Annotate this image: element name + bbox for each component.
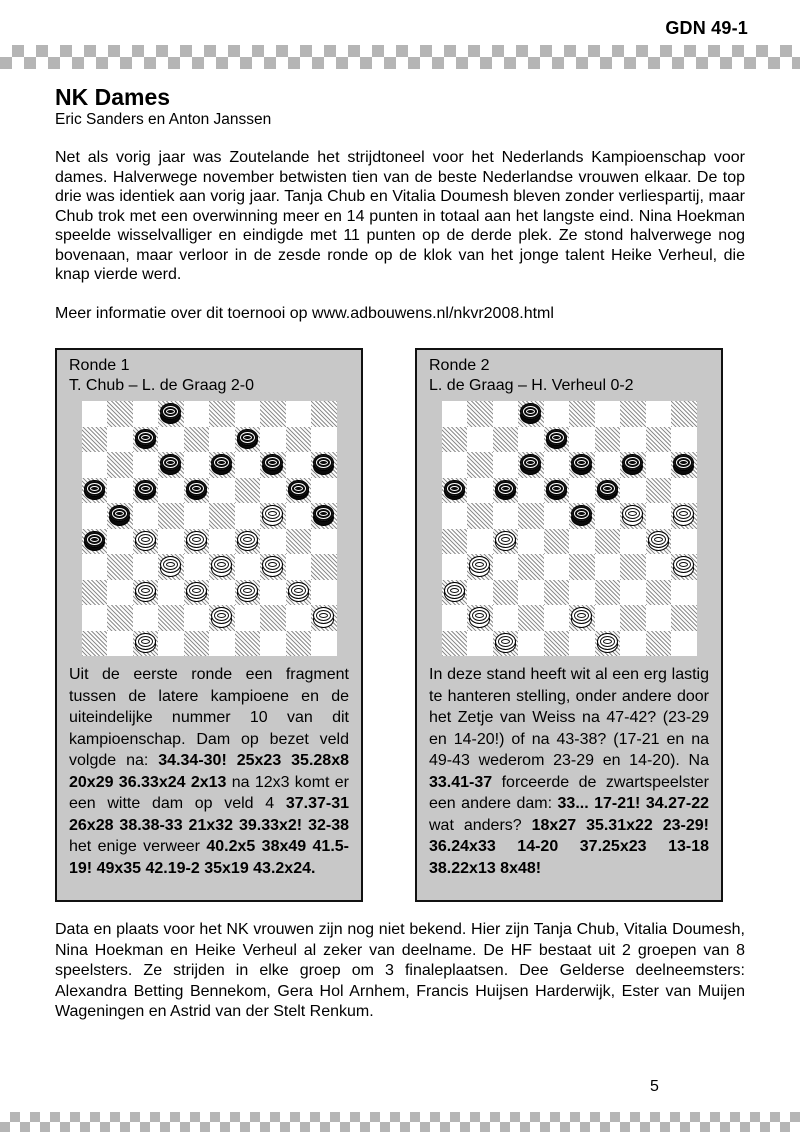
board-square — [671, 554, 697, 580]
white-piece — [186, 582, 207, 603]
board-square — [620, 580, 646, 606]
black-piece — [288, 480, 309, 501]
board-square — [209, 401, 235, 427]
black-piece — [597, 480, 618, 501]
board-square — [442, 401, 468, 427]
white-piece — [288, 582, 309, 603]
board-square — [671, 503, 697, 529]
board-square — [518, 478, 544, 504]
board-square — [107, 452, 133, 478]
black-piece — [211, 454, 232, 475]
board-square — [209, 631, 235, 657]
black-piece — [444, 480, 465, 501]
board-square — [467, 478, 493, 504]
board-square — [595, 554, 621, 580]
commentary-segment: forceerde de zwartspeelster een andere dam: — [429, 773, 709, 812]
board-square — [286, 529, 312, 555]
checker-strip-top — [0, 45, 800, 69]
board-square — [260, 605, 286, 631]
board-square — [235, 605, 261, 631]
board-square — [235, 529, 261, 555]
black-piece — [135, 429, 156, 450]
board-square — [646, 478, 672, 504]
black-piece — [520, 403, 541, 424]
match-label: L. de Graag – H. Verheul 0-2 — [429, 377, 634, 394]
board-square — [442, 529, 468, 555]
game-commentary — [429, 664, 709, 879]
white-piece — [469, 607, 490, 628]
board-square — [235, 478, 261, 504]
black-piece — [135, 480, 156, 501]
board-square — [286, 427, 312, 453]
board-square — [518, 631, 544, 657]
match-label: T. Chub – L. de Graag 2-0 — [69, 377, 254, 394]
board-square — [646, 554, 672, 580]
white-piece — [135, 633, 156, 654]
board-square — [311, 478, 337, 504]
board-square — [544, 478, 570, 504]
board-square — [671, 631, 697, 657]
board-square — [82, 503, 108, 529]
board-square — [467, 580, 493, 606]
white-piece — [571, 607, 592, 628]
board-square — [620, 554, 646, 580]
board-square — [107, 427, 133, 453]
board-square — [467, 605, 493, 631]
board-square — [184, 554, 210, 580]
board-square — [467, 452, 493, 478]
board-square — [595, 631, 621, 657]
board-square — [260, 631, 286, 657]
black-piece — [313, 454, 334, 475]
board-square — [311, 401, 337, 427]
game-commentary — [69, 664, 349, 879]
board-square — [133, 503, 159, 529]
board-square — [544, 427, 570, 453]
tournament-info-line: Meer informatie over dit toernooi op www.adbouwens.nl/nkvr2008.html — [55, 305, 554, 322]
board-square — [184, 478, 210, 504]
commentary-segment: 18x27 35.31x22 23-29! 36.24x33 14-20 37.25x23 13-18 38.22x13 8x48! — [429, 816, 709, 877]
board-square — [493, 554, 519, 580]
board-square — [133, 478, 159, 504]
board-square — [209, 529, 235, 555]
board-square — [158, 529, 184, 555]
board-square — [595, 529, 621, 555]
board-square — [646, 580, 672, 606]
board-square — [260, 554, 286, 580]
white-piece — [237, 531, 258, 552]
board-square — [286, 401, 312, 427]
board-square — [620, 529, 646, 555]
board-square — [620, 478, 646, 504]
black-piece — [160, 403, 181, 424]
board-square — [133, 605, 159, 631]
checker-strip-bottom — [0, 1112, 800, 1132]
board-square — [595, 478, 621, 504]
board-square — [518, 503, 544, 529]
board-square — [209, 503, 235, 529]
board-square — [620, 452, 646, 478]
board-square — [518, 401, 544, 427]
board-square — [544, 580, 570, 606]
board-square — [107, 401, 133, 427]
board-square — [107, 580, 133, 606]
board-square — [493, 427, 519, 453]
board-square — [671, 478, 697, 504]
board-square — [260, 580, 286, 606]
white-piece — [495, 633, 516, 654]
board-square — [158, 580, 184, 606]
page-title: NK Dames — [55, 84, 171, 110]
black-piece — [186, 480, 207, 501]
board-square — [260, 452, 286, 478]
board-square — [311, 554, 337, 580]
board-square — [158, 427, 184, 453]
board-square — [82, 554, 108, 580]
black-piece — [546, 480, 567, 501]
intro-paragraph: Net als vorig jaar was Zoutelande het strijdtoneel voor het Nederlands Kampioenschap voor dames. Halverwege november betwisten tien van de beste Nederlandse vrouwen elkaar. De top drie was identiek aan vorig jaar. Tanja Chub en Vitalia Doumesh bleven zonder verliespartij, maar Chub trok met een overwinning meer en 14 punten in totaal aan het langste eind. Nina Hoekman speelde wisselvalliger en eindigde met 11 punten op de derde plek. Ze stond halverwege nog bovenaan, maar verloor in de zesde ronde op de klok van het jonge talent Heike Verheul, die knap vierde werd. — [55, 149, 745, 283]
board-square — [544, 631, 570, 657]
black-piece — [571, 505, 592, 526]
board-square — [260, 427, 286, 453]
board-square — [493, 580, 519, 606]
black-piece — [520, 454, 541, 475]
board-square — [544, 529, 570, 555]
board-square — [595, 452, 621, 478]
board-square — [184, 529, 210, 555]
board-square — [493, 605, 519, 631]
board-square — [595, 605, 621, 631]
board-square — [184, 605, 210, 631]
board-square — [544, 554, 570, 580]
board-square — [286, 452, 312, 478]
board-square — [518, 452, 544, 478]
commentary-segment: 40.2x5 38x49 41.5-19! 49x35 42.19-2 35x19 43.2x24. — [69, 838, 349, 877]
white-piece — [135, 531, 156, 552]
board-square — [569, 478, 595, 504]
board-square — [133, 452, 159, 478]
board-square — [311, 452, 337, 478]
board-square — [544, 605, 570, 631]
board-square — [442, 427, 468, 453]
board-square — [518, 580, 544, 606]
board-square — [569, 580, 595, 606]
board-square — [646, 503, 672, 529]
board-square — [184, 452, 210, 478]
white-piece — [211, 556, 232, 577]
commentary-segment: 34.34-30! 25x23 35.28x8 20x29 36.33x24 2x13 — [69, 752, 349, 791]
black-piece — [673, 454, 694, 475]
board-square — [493, 503, 519, 529]
commentary-segment: 33... 17-21! 34.27-22 — [557, 795, 710, 812]
board-square — [158, 478, 184, 504]
board-square — [518, 529, 544, 555]
commentary-segment: het enige verweer — [69, 838, 207, 855]
board-square — [569, 529, 595, 555]
white-piece — [469, 556, 490, 577]
board-square — [82, 605, 108, 631]
board-square — [493, 631, 519, 657]
board-square — [235, 401, 261, 427]
board-square — [235, 554, 261, 580]
black-piece — [262, 454, 283, 475]
black-piece — [160, 454, 181, 475]
board-square — [620, 427, 646, 453]
black-piece — [313, 505, 334, 526]
board-square — [671, 452, 697, 478]
white-piece — [313, 607, 334, 628]
board-square — [133, 580, 159, 606]
board-square — [260, 401, 286, 427]
board-square — [107, 503, 133, 529]
board-square — [671, 605, 697, 631]
board-square — [158, 452, 184, 478]
board-square — [620, 605, 646, 631]
board-square — [158, 605, 184, 631]
board-square — [442, 580, 468, 606]
round-label: Ronde 2 — [429, 357, 490, 374]
white-piece — [673, 505, 694, 526]
board-square — [544, 401, 570, 427]
board-square — [467, 427, 493, 453]
board-square — [184, 401, 210, 427]
board-square — [209, 605, 235, 631]
white-piece — [262, 556, 283, 577]
board-square — [311, 605, 337, 631]
board-square — [493, 452, 519, 478]
board-square — [82, 478, 108, 504]
board-square — [260, 529, 286, 555]
board-square — [467, 503, 493, 529]
board-square — [260, 503, 286, 529]
round-label: Ronde 1 — [69, 357, 130, 374]
board-square — [467, 631, 493, 657]
black-piece — [622, 454, 643, 475]
board-square — [671, 401, 697, 427]
board-square — [311, 503, 337, 529]
board-square — [620, 401, 646, 427]
board-square — [107, 554, 133, 580]
white-piece — [673, 556, 694, 577]
white-piece — [444, 582, 465, 603]
board-square — [311, 631, 337, 657]
white-piece — [211, 607, 232, 628]
page-number: 5 — [650, 1078, 659, 1095]
black-piece — [237, 429, 258, 450]
board-square — [209, 427, 235, 453]
board-square — [82, 401, 108, 427]
board-square — [671, 427, 697, 453]
board-square — [235, 580, 261, 606]
white-piece — [237, 582, 258, 603]
board-square — [544, 452, 570, 478]
board-square — [209, 452, 235, 478]
board-square — [569, 503, 595, 529]
white-piece — [597, 633, 618, 654]
board-square — [518, 554, 544, 580]
black-piece — [546, 429, 567, 450]
white-piece — [648, 531, 669, 552]
board-square — [286, 478, 312, 504]
board-square — [493, 401, 519, 427]
game-box-ronde-2 — [415, 348, 723, 902]
board-square — [158, 554, 184, 580]
board-square — [286, 554, 312, 580]
board-square — [82, 427, 108, 453]
white-piece — [186, 531, 207, 552]
board-square — [82, 631, 108, 657]
board-square — [569, 631, 595, 657]
board-square — [311, 580, 337, 606]
board-square — [569, 401, 595, 427]
board-square — [493, 529, 519, 555]
white-piece — [160, 556, 181, 577]
board-square — [107, 605, 133, 631]
board-square — [209, 580, 235, 606]
board-square — [595, 401, 621, 427]
board-square — [646, 631, 672, 657]
board-square — [158, 503, 184, 529]
commentary-segment: 37.37-31 26x28 38.38-33 21x32 39.33x2! 32-38 — [69, 795, 349, 834]
board-square — [646, 427, 672, 453]
board-square — [467, 554, 493, 580]
board-square — [260, 478, 286, 504]
board-square — [286, 503, 312, 529]
board-square — [235, 503, 261, 529]
board-square — [442, 478, 468, 504]
board-square — [442, 503, 468, 529]
board-square — [235, 452, 261, 478]
board-square — [646, 452, 672, 478]
board-square — [646, 401, 672, 427]
board-square — [209, 554, 235, 580]
board-square — [184, 580, 210, 606]
board-square — [286, 605, 312, 631]
board-square — [82, 580, 108, 606]
board-square — [133, 401, 159, 427]
board-square — [595, 580, 621, 606]
board-square — [107, 529, 133, 555]
board-square — [235, 427, 261, 453]
board-square — [133, 631, 159, 657]
board-square — [646, 605, 672, 631]
draughts-board — [82, 401, 337, 656]
board-square — [671, 580, 697, 606]
black-piece — [84, 480, 105, 501]
board-square — [184, 427, 210, 453]
commentary-segment: na 12x3 komt er een witte dam op veld 4 — [69, 773, 349, 812]
black-piece — [571, 454, 592, 475]
board-square — [286, 631, 312, 657]
commentary-segment: wat anders? — [429, 816, 532, 834]
board-square — [493, 478, 519, 504]
board-square — [311, 529, 337, 555]
board-square — [595, 427, 621, 453]
board-square — [467, 401, 493, 427]
board-square — [311, 427, 337, 453]
issue-label: GDN 49-1 — [665, 18, 748, 38]
board-square — [133, 427, 159, 453]
board-square — [569, 427, 595, 453]
board-square — [442, 605, 468, 631]
board-square — [184, 631, 210, 657]
board-square — [82, 452, 108, 478]
board-square — [569, 605, 595, 631]
board-square — [184, 503, 210, 529]
board-square — [569, 452, 595, 478]
draughts-board — [442, 401, 697, 656]
white-piece — [495, 531, 516, 552]
black-piece — [109, 505, 130, 526]
black-piece — [495, 480, 516, 501]
board-square — [620, 631, 646, 657]
board-square — [107, 478, 133, 504]
board-square — [518, 605, 544, 631]
board-square — [569, 554, 595, 580]
game-box-ronde-1 — [55, 348, 363, 902]
board-square — [133, 554, 159, 580]
board-square — [544, 503, 570, 529]
board-square — [595, 503, 621, 529]
board-square — [209, 478, 235, 504]
board-square — [107, 631, 133, 657]
board-square — [442, 452, 468, 478]
board-square — [442, 554, 468, 580]
board-square — [467, 529, 493, 555]
board-square — [286, 580, 312, 606]
commentary-segment: Uit de eerste ronde een fragment tussen de latere kampioene en de uiteindelijke nummer 10 van dit kampioenschap. Dam op bezet veld volgde na: — [69, 666, 349, 769]
closing-paragraph: Data en plaats voor het NK vrouwen zijn nog niet bekend. Hier zijn Tanja Chub, Vitalia Doumesh, Nina Hoekman en Heike Verheul al zeker van deelname. De HF bestaat uit 2 groepen van 8 speelsters. Ze strijden in elke groep om 3 finaleplaatsen. Dee Gelderse deelneemsters: Alexandra Betting Bennekom, Gera Hol Arnhem, Francis Huijsen Harderwijk, Ester van Muijen Wageningen en Astrid van der Stelt Renkum. — [55, 921, 745, 1020]
authors-line: Eric Sanders en Anton Janssen — [55, 111, 272, 128]
board-square — [158, 401, 184, 427]
white-piece — [135, 582, 156, 603]
board-square — [235, 631, 261, 657]
board-square — [158, 631, 184, 657]
board-square — [518, 427, 544, 453]
board-square — [620, 503, 646, 529]
board-square — [646, 529, 672, 555]
commentary-segment: In deze stand heeft wit al een erg lastig te hanteren stelling, onder andere door het Zetje van Weiss na 47-42? (23-29 en 14-20!) of na 43-38? (17-21 en na 49-43 wederom 23-29 en 14-20). Na — [429, 666, 709, 769]
board-square — [671, 529, 697, 555]
black-piece — [84, 531, 105, 552]
commentary-segment: 33.41-37 — [429, 773, 493, 791]
board-square — [442, 631, 468, 657]
board-square — [82, 529, 108, 555]
white-piece — [622, 505, 643, 526]
board-square — [133, 529, 159, 555]
white-piece — [262, 505, 283, 526]
